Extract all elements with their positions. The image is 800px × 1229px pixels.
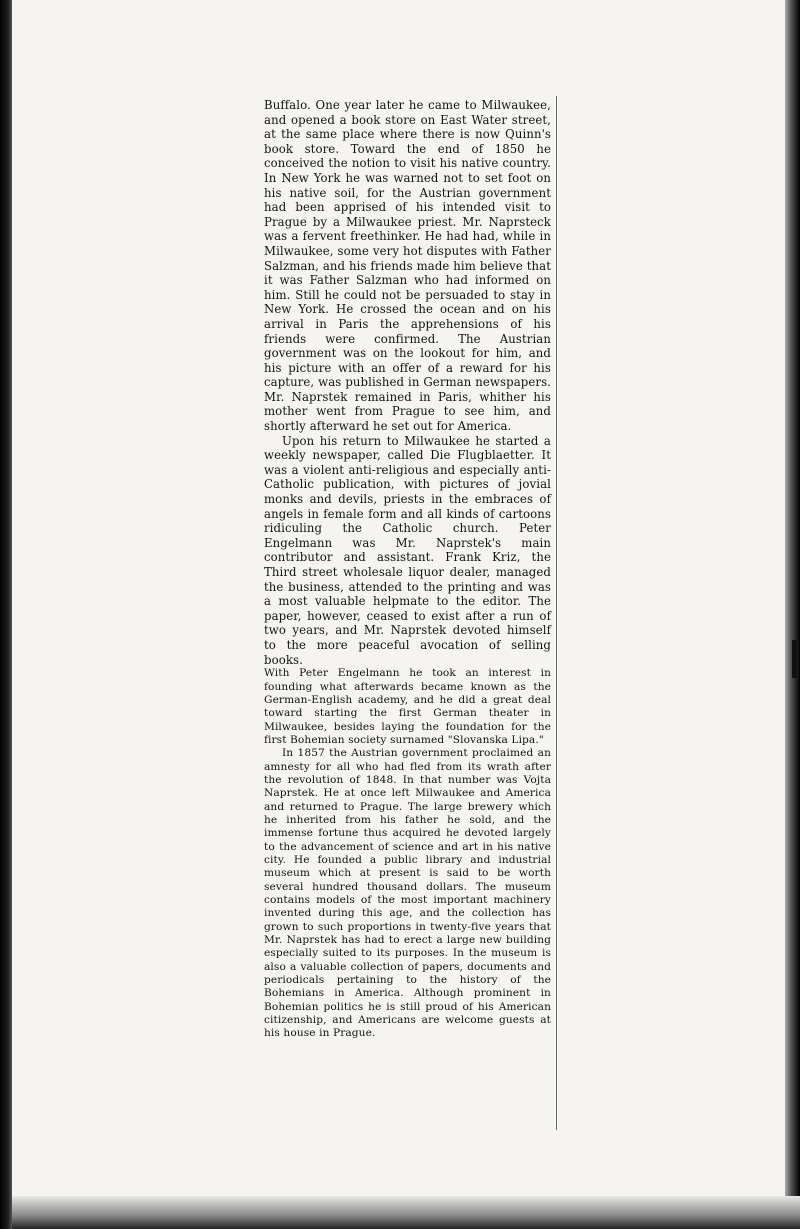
paragraph-newspaper: Upon his return to Milwaukee he started a weekly newspaper, called Die Flugblaetter. It was a violent anti-religious and especially anti-Catholic publication, with pictures of jovial monks and devils, priests in the embraces of angels in female form and all kinds of cartoons ridiculing the Catholic church. Peter Engelmann was Mr. Naprstek's main contributor and assistant. Frank Kriz, the Third street wholesale liquor dealer, managed the business, attended to the printing and was a most valuable helpmate to the editor. The paper, however, ceased to exist after a run of two years, and Mr. Naprstek devoted himself to the more peaceful avocation of selling books. (264, 433, 551, 667)
scan-right-edge (785, 0, 800, 1229)
scan-edge-mark (792, 640, 797, 678)
paragraph-academy: With Peter Engelmann he took an interest in founding what afterwards became known as the German-English academy, and he did a great deal toward starting the first German theater in Milwaukee, besides laying the foundation for the first Bohemian society surnamed "Slovanska Lipa." (264, 667, 551, 746)
article-column (264, 98, 551, 1041)
scan-bottom-edge (12, 1196, 800, 1229)
paragraph-amnesty: In 1857 the Austrian government proclaimed an amnesty for all who had fled from its wrath after the revolution of 1848. In that number was Vojta Naprstek. He at once left Milwaukee and America and returned to Prague. The large brewery which he inherited from his father he sold, and the immense fortune thus acquired he devoted largely to the advancement of science and art in his native city. He founded a public library and industrial museum which at present is said to be worth several hundred thousand dollars. The museum contains models of the most important machinery invented during this age, and the collection has grown to such proportions in twenty-five years that Mr. Naprstek has had to erect a large new building especially suited to its purposes. In the museum is also a valuable collection of papers, documents and periodicals pertaining to the history of the Bohemians in America. Although prominent in Bohemian politics he is still proud of his American citizenship, and Americans are welcome guests at his house in Prague. (264, 747, 551, 1040)
column-rule (556, 96, 557, 1130)
paragraph-return-trip: Buffalo. One year later he came to Milwaukee, and opened a book store on East Water street, at the same place where there is now Quinn's book store. Toward the end of 1850 he conceived the notion to visit his native country. In New York he was warned not to set foot on his native soil, for the Austrian government had been apprised of his intended visit to Prague by a Milwaukee priest. Mr. Naprsteck was a fervent freethinker. He had had, while in Milwaukee, some very hot disputes with Father Salzman, and his friends made him believe that it was Father Salzman who had informed on him. Still he could not be persuaded to stay in New York. He crossed the ocean and on his arrival in Paris the apprehensions of his friends were confirmed. The Austrian government was on the lookout for him, and his picture with an offer of a reward for his capture, was published in German newspapers. Mr. Naprstek remained in Paris, whither his mother went from Prague to see him, and shortly afterward he set out for America. (264, 98, 551, 434)
scan-left-edge (0, 0, 12, 1229)
